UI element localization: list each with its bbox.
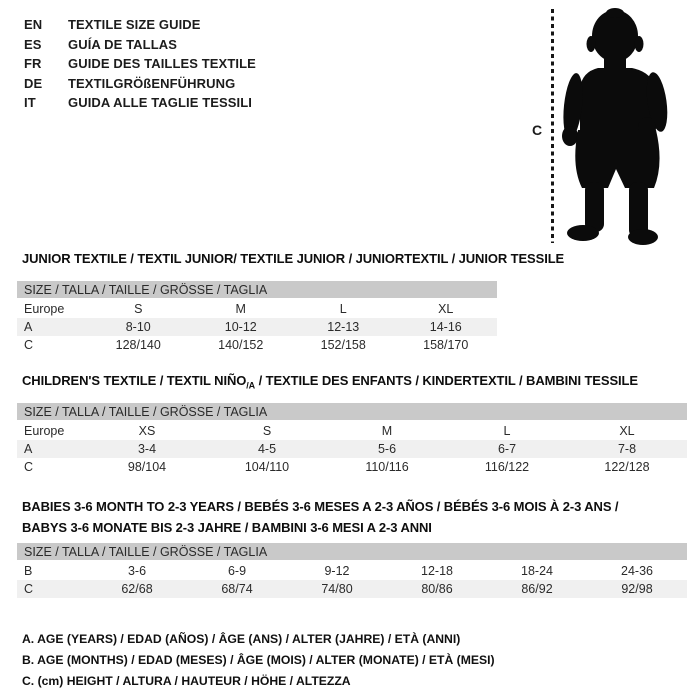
section-title-subscript: /A <box>246 380 256 391</box>
legend-line-a: A. AGE (YEARS) / EDAD (AÑOS) / ÂGE (ANS) / ALTER (JAHRE) / ETÀ (ANNI) <box>22 632 461 646</box>
table-cell: 14-16 <box>429 320 462 334</box>
table-cell: 62/68 <box>121 582 153 596</box>
row-label: C <box>24 460 34 474</box>
height-measure-label: C <box>532 122 543 138</box>
row-label: A <box>24 442 33 456</box>
table-cell: 18-24 <box>521 564 553 578</box>
table-row <box>17 580 687 598</box>
language-title: GUIDE DES TAILLES TEXTILE <box>68 56 256 71</box>
row-label: Europe <box>24 424 65 438</box>
table-row <box>17 562 687 580</box>
language-code: FR <box>24 56 42 71</box>
table-row <box>17 300 497 318</box>
language-code: IT <box>24 95 36 110</box>
section-title-text: CHILDREN'S TEXTILE / TEXTIL NIÑO <box>22 373 247 388</box>
table-cell: S <box>134 302 143 316</box>
table-cell: 12-18 <box>421 564 453 578</box>
language-row <box>24 93 256 113</box>
table-size-header: SIZE / TALLA / TAILLE / GRÖSSE / TAGLIA <box>17 543 687 560</box>
table-cell: 152/158 <box>320 338 366 352</box>
section-title-babies <box>22 496 618 538</box>
table-cell: 9-12 <box>324 564 350 578</box>
language-title: GUÍA DE TALLAS <box>68 36 178 52</box>
language-row <box>24 54 256 74</box>
table-cell: M <box>235 302 246 316</box>
table-row <box>17 318 497 336</box>
size-table-children <box>17 403 687 476</box>
table-cell: XL <box>438 302 454 316</box>
language-title: GUIDA ALLE TAGLIE TESSILI <box>68 95 253 110</box>
legend-line-c: C. (cm) HEIGHT / ALTURA / HAUTEUR / HÖHE / ALTEZZA <box>22 674 351 688</box>
legend-line-b: B. AGE (MONTHS) / EDAD (MESES) / ÂGE (MOIS) / ALTER (MONATE) / ETÀ (MESI) <box>22 653 495 667</box>
table-cell: 6-7 <box>497 442 517 456</box>
table-cell: 68/74 <box>221 582 253 596</box>
language-title: TEXTILGRÖßENFÜHRUNG <box>68 75 236 91</box>
table-cell: XS <box>138 424 156 438</box>
table-cell: 12-13 <box>327 320 360 334</box>
table-cell: 80/86 <box>421 582 453 596</box>
table-size-header: SIZE / TALLA / TAILLE / GRÖSSE / TAGLIA <box>17 281 497 298</box>
table-row <box>17 336 497 354</box>
section-title-line1: BABIES 3-6 MONTH TO 2-3 YEARS / BEBÉS 3-6 MESES A 2-3 AÑOS / BÉBÉS 3-6 MOIS À 2-3 ANS / <box>22 499 619 514</box>
language-row <box>24 15 256 35</box>
height-measure-dashed-line <box>551 9 554 243</box>
table-cell: 140/152 <box>218 338 264 352</box>
table-cell: 10-12 <box>224 320 257 334</box>
table-cell: 98/104 <box>127 460 167 474</box>
row-label: C <box>24 582 34 596</box>
section-title-line2: BABYS 3-6 MONATE BIS 2-3 JAHRE / BAMBINI 3-6 MESI A 2-3 ANNI <box>22 520 432 535</box>
table-cell: 92/98 <box>621 582 653 596</box>
table-cell: L <box>339 302 347 316</box>
toddler-silhouette-icon <box>558 6 698 246</box>
table-cell: 116/122 <box>484 460 530 474</box>
language-code: EN <box>24 17 43 32</box>
table-cell: 3-6 <box>127 564 147 578</box>
row-label: B <box>24 564 33 578</box>
row-label: A <box>24 320 33 334</box>
size-table-babies <box>17 543 687 598</box>
table-cell: 4-5 <box>257 442 277 456</box>
table-cell: 74/80 <box>321 582 353 596</box>
table-cell: 128/140 <box>115 338 161 352</box>
table-cell: 110/116 <box>365 460 409 474</box>
table-size-header: SIZE / TALLA / TAILLE / GRÖSSE / TAGLIA <box>17 403 687 420</box>
table-cell: 86/92 <box>521 582 553 596</box>
language-title: TEXTILE SIZE GUIDE <box>68 17 201 32</box>
table-cell: 8-10 <box>125 320 151 334</box>
row-label: Europe <box>24 302 65 316</box>
language-title-list <box>24 15 256 113</box>
table-cell: 3-4 <box>137 442 157 456</box>
section-title-junior: JUNIOR TEXTILE / TEXTIL JUNIOR/ TEXTILE JUNIOR / JUNIORTEXTIL / JUNIOR TESSILE <box>22 251 565 266</box>
table-cell: XL <box>619 424 635 438</box>
table-cell: 7-8 <box>617 442 637 456</box>
table-row <box>17 458 687 476</box>
language-row <box>24 35 256 55</box>
language-row <box>24 74 256 94</box>
language-code: DE <box>24 75 43 91</box>
table-cell: 158/170 <box>423 338 469 352</box>
section-title-children <box>22 373 638 391</box>
table-cell: 5-6 <box>377 442 397 456</box>
size-table-junior <box>17 281 497 354</box>
table-cell: 6-9 <box>227 564 247 578</box>
language-code: ES <box>24 36 42 52</box>
table-cell: 24-36 <box>621 564 653 578</box>
section-title-text: / TEXTILE DES ENFANTS / KINDERTEXTIL / BAMBINI TESSILE <box>255 373 638 388</box>
table-cell: S <box>262 424 272 438</box>
table-cell: L <box>503 424 511 438</box>
table-row <box>17 422 687 440</box>
table-cell: 104/110 <box>244 460 290 474</box>
legend <box>22 629 495 692</box>
row-label: C <box>24 338 34 352</box>
table-row <box>17 440 687 458</box>
table-cell: M <box>381 424 393 438</box>
table-cell: 122/128 <box>604 460 650 474</box>
